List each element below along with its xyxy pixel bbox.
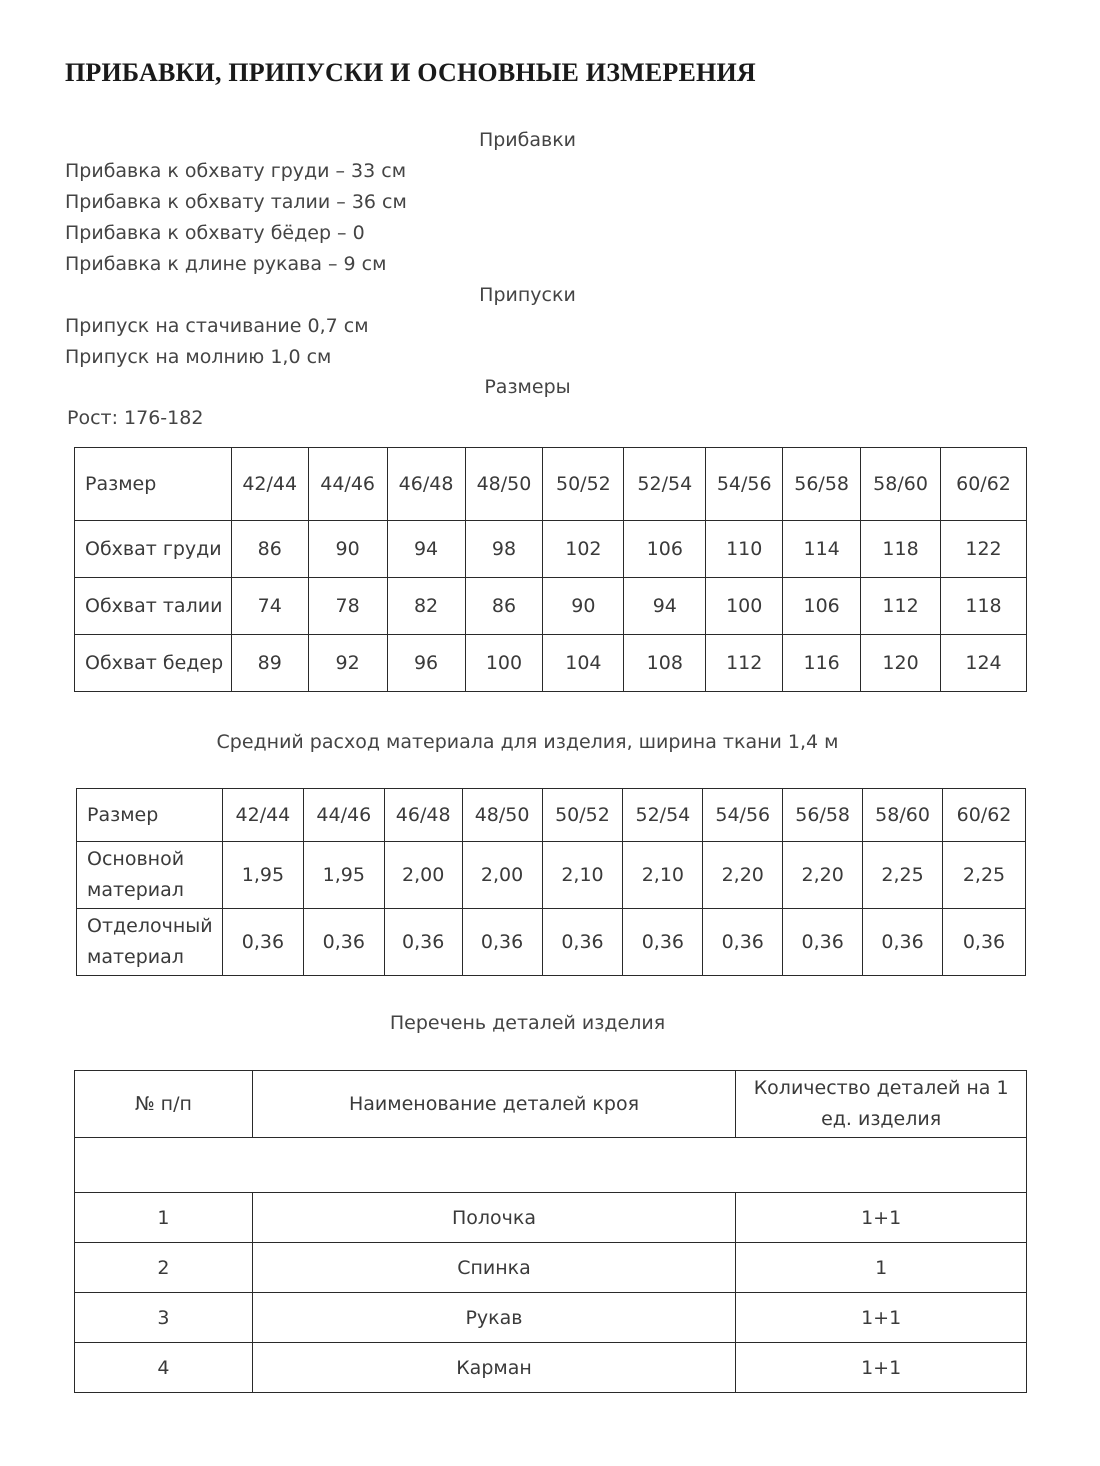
table-row	[75, 1343, 1027, 1393]
table-cell: Полочка	[252, 1193, 735, 1243]
row-label-line: Отделочный	[87, 915, 213, 937]
header-cell: 58/60	[863, 789, 943, 842]
table-header-row	[75, 448, 1027, 521]
header-cell: 52/54	[623, 789, 703, 842]
header-cell	[736, 1071, 1027, 1138]
table-cell: 108	[624, 635, 706, 692]
table-cell: 4	[75, 1343, 253, 1393]
consumption-heading: Средний расход материала для изделия, ширина ткани 1,4 м	[216, 731, 839, 753]
table-row	[75, 1293, 1027, 1343]
table-cell: 2,00	[462, 842, 542, 909]
table-cell: 1+1	[736, 1193, 1027, 1243]
table-cell: 82	[387, 578, 465, 635]
table-cell: 98	[465, 521, 543, 578]
table-cell: 106	[783, 578, 861, 635]
header-cell: 48/50	[465, 448, 543, 521]
header-cell: 54/56	[703, 789, 783, 842]
header-cell: 50/52	[542, 789, 623, 842]
table-cell: 1+1	[736, 1343, 1027, 1393]
table-cell: 0,36	[462, 909, 542, 976]
header-cell: Наименование деталей кроя	[252, 1071, 735, 1138]
header-cell: 46/48	[387, 448, 465, 521]
consumption-table	[76, 788, 1026, 976]
table-cell: 1,95	[303, 842, 384, 909]
table-cell: 118	[941, 578, 1027, 635]
table-cell: Карман	[252, 1343, 735, 1393]
table-cell: 0,36	[542, 909, 623, 976]
row-label: Обхват талии	[75, 578, 232, 635]
table-cell: 2,00	[384, 842, 462, 909]
table-cell: 86	[231, 521, 308, 578]
table-cell: 0,36	[863, 909, 943, 976]
seams-heading: Припуски	[479, 284, 576, 306]
allowance-line: Прибавка к обхвату бёдер – 0	[65, 222, 365, 244]
row-label: Обхват груди	[75, 521, 232, 578]
empty-cell	[75, 1138, 1027, 1193]
table-cell: 78	[308, 578, 387, 635]
table-cell: 124	[941, 635, 1027, 692]
table-cell: 0,36	[303, 909, 384, 976]
table-row	[75, 521, 1027, 578]
row-label	[77, 909, 223, 976]
table-cell: 2,10	[542, 842, 623, 909]
table-cell: 96	[387, 635, 465, 692]
table-cell: 94	[624, 578, 706, 635]
table-cell: 86	[465, 578, 543, 635]
table-cell: 1+1	[736, 1293, 1027, 1343]
header-cell: 56/58	[783, 789, 863, 842]
table-cell: 110	[706, 521, 783, 578]
table-cell: 3	[75, 1293, 253, 1343]
header-cell: 60/62	[942, 789, 1025, 842]
table-cell: 0,36	[384, 909, 462, 976]
header-cell: 60/62	[941, 448, 1027, 521]
allowance-line: Прибавка к обхвату талии – 36 см	[65, 191, 407, 213]
table-cell: 0,36	[222, 909, 303, 976]
table-cell: 112	[861, 578, 941, 635]
table-cell: 122	[941, 521, 1027, 578]
table-row	[77, 909, 1026, 976]
table-cell: 2,25	[942, 842, 1025, 909]
table-cell: 0,36	[942, 909, 1025, 976]
page-title: ПРИБАВКИ, ПРИПУСКИ И ОСНОВНЫЕ ИЗМЕРЕНИЯ	[65, 58, 756, 87]
table-row	[77, 842, 1026, 909]
header-cell: 42/44	[222, 789, 303, 842]
table-row	[75, 1193, 1027, 1243]
table-cell: 2,10	[623, 842, 703, 909]
row-label-line: материал	[87, 879, 184, 901]
row-label-line: Основной	[87, 848, 185, 870]
table-cell: 90	[543, 578, 624, 635]
header-cell: 44/46	[303, 789, 384, 842]
sizes-table	[74, 447, 1027, 692]
header-cell: 56/58	[783, 448, 861, 521]
allowance-line: Прибавка к обхвату груди – 33 см	[65, 160, 407, 182]
table-cell: 100	[706, 578, 783, 635]
table-cell: Спинка	[252, 1243, 735, 1293]
row-label	[77, 842, 223, 909]
table-cell: 114	[783, 521, 861, 578]
seam-line: Припуск на молнию 1,0 см	[65, 346, 332, 368]
table-cell: 2	[75, 1243, 253, 1293]
header-cell: 42/44	[231, 448, 308, 521]
header-cell: Размер	[75, 448, 232, 521]
height-label: Рост: 176-182	[67, 407, 204, 429]
empty-row	[75, 1138, 1027, 1193]
table-cell: 120	[861, 635, 941, 692]
header-line: Количество деталей на 1	[753, 1077, 1009, 1099]
row-label: Обхват бедер	[75, 635, 232, 692]
table-cell: 2,20	[703, 842, 783, 909]
table-row	[75, 1243, 1027, 1293]
header-cell: 50/52	[543, 448, 624, 521]
table-cell: 0,36	[623, 909, 703, 976]
header-line: ед. изделия	[821, 1108, 942, 1130]
table-cell: 1	[75, 1193, 253, 1243]
allowances-heading: Прибавки	[478, 129, 577, 151]
table-row	[75, 635, 1027, 692]
table-cell: 92	[308, 635, 387, 692]
table-cell: 1,95	[222, 842, 303, 909]
table-cell: 104	[543, 635, 624, 692]
allowance-line: Прибавка к длине рукава – 9 см	[65, 253, 387, 275]
sizes-heading: Размеры	[484, 376, 571, 398]
table-cell: 0,36	[783, 909, 863, 976]
table-row	[75, 578, 1027, 635]
details-table	[74, 1070, 1027, 1393]
table-cell: 2,20	[783, 842, 863, 909]
table-cell: 118	[861, 521, 941, 578]
header-cell: № п/п	[75, 1071, 253, 1138]
table-cell: 90	[308, 521, 387, 578]
header-cell: 58/60	[861, 448, 941, 521]
header-cell: 48/50	[462, 789, 542, 842]
header-cell: 44/46	[308, 448, 387, 521]
header-cell: 52/54	[624, 448, 706, 521]
table-cell: Рукав	[252, 1293, 735, 1343]
table-header-row	[77, 789, 1026, 842]
table-cell: 94	[387, 521, 465, 578]
table-cell: 106	[624, 521, 706, 578]
table-header-row	[75, 1071, 1027, 1138]
row-label-line: материал	[87, 946, 184, 968]
header-cell: Размер	[77, 789, 223, 842]
header-cell: 46/48	[384, 789, 462, 842]
header-cell: 54/56	[706, 448, 783, 521]
table-cell: 112	[706, 635, 783, 692]
details-heading: Перечень деталей изделия	[389, 1012, 666, 1034]
table-cell: 2,25	[863, 842, 943, 909]
seam-line: Припуск на стачивание 0,7 см	[65, 315, 369, 337]
table-cell: 0,36	[703, 909, 783, 976]
table-cell: 74	[231, 578, 308, 635]
table-cell: 102	[543, 521, 624, 578]
table-cell: 1	[736, 1243, 1027, 1293]
table-cell: 89	[231, 635, 308, 692]
table-cell: 100	[465, 635, 543, 692]
table-cell: 116	[783, 635, 861, 692]
